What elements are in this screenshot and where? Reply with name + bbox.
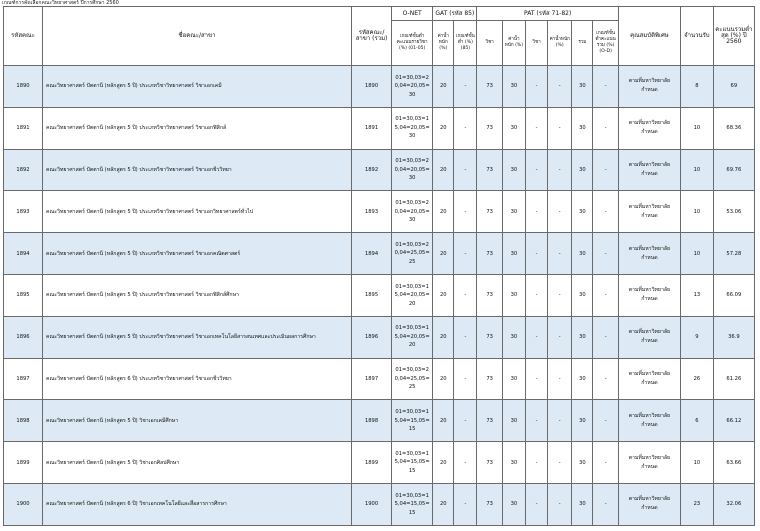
cell-pat-total: 30	[572, 107, 593, 149]
cell-program-name: คณะวิทยาศาสตร์ ปัตตานี (หลักสูตร 5 ปี) ประเภทวิชาวิทยาศาสตร์ วิชาเอกฟิสิกส์	[43, 107, 352, 149]
cell-pat-min: -	[593, 442, 618, 484]
cell-pat-weight-2: -	[548, 316, 572, 358]
cell-code: 1891	[4, 107, 43, 149]
cell-program-name: คณะวิทยาศาสตร์ ปัตตานี (หลักสูตร 5 ปี) ประเภทวิชาวิทยาศาสตร์ วิชาเอกวิทยาศาสตร์ทั่วไป	[43, 191, 352, 233]
cell-pat-subject: 73	[477, 107, 502, 149]
cell-pat-min: -	[593, 400, 618, 442]
cell-program-name: คณะวิทยาศาสตร์ ปัตตานี (หลักสูตร 5 ปี) ประเภทวิชาวิทยาศาสตร์ วิชาเอกคณิตศาสตร์	[43, 233, 352, 275]
cell-combo-code: 1898	[352, 400, 392, 442]
cell-onet	[392, 274, 433, 316]
cell-onet	[392, 442, 433, 484]
header-special: คุณสมบัติพิเศษ	[618, 7, 680, 66]
cell-gat-min: -	[454, 149, 477, 191]
header-pat-min: เกณฑ์ขั้นต่ำคะแนนรวม (%) (O-D)	[593, 21, 618, 66]
cell-gat-weight: 20	[433, 274, 454, 316]
cell-gat-min: -	[454, 66, 477, 108]
table-row	[4, 274, 755, 316]
cell-gat-weight: 20	[433, 107, 454, 149]
table-row	[4, 149, 755, 191]
cell-code: 1894	[4, 233, 43, 275]
cell-pat-subject-2: -	[525, 191, 547, 233]
cell-pat-weight-2: -	[548, 274, 572, 316]
onet-line: 01=30,03=1	[395, 450, 429, 457]
onet-line: 5,04=15,05=	[394, 501, 430, 508]
cell-gat-min: -	[454, 107, 477, 149]
header-gat-min: เกณฑ์ขั้นต่ำ (%) (85)	[454, 21, 477, 66]
cell-special	[618, 274, 680, 316]
header-pat: PAT (รหัส 71-82)	[477, 7, 618, 21]
onet-line: 15	[408, 509, 416, 516]
cell-pat-min: -	[593, 107, 618, 149]
onet-line: 0,04=25,05=	[394, 250, 430, 257]
special-line: กำหนด	[641, 212, 658, 219]
cell-special	[618, 316, 680, 358]
cell-gat-min: -	[454, 400, 477, 442]
cell-pat-total: 30	[572, 358, 593, 400]
special-line: ตามที่มหาวิทยาลัย	[628, 120, 671, 127]
cell-code: 1890	[4, 66, 43, 108]
cell-min-score: 69	[713, 66, 754, 108]
cell-pat-subject-2: -	[525, 107, 547, 149]
header-name: ชื่อคณะ/สาขา	[43, 7, 352, 66]
onet-line: 0,04=20,05=	[394, 83, 430, 90]
cell-pat-subject-2: -	[525, 483, 547, 525]
cell-pat-subject: 73	[477, 191, 502, 233]
special-line: ตามที่มหาวิทยาลัย	[628, 329, 671, 336]
cell-pat-total: 30	[572, 316, 593, 358]
cell-program-name: คณะวิทยาศาสตร์ ปัตตานี (หลักสูตร 5 ปี) ประเภทวิชาวิทยาศาสตร์ วิชาเอกเคมี	[43, 66, 352, 108]
special-line: ตามที่มหาวิทยาลัย	[628, 203, 671, 210]
cell-pat-subject-2: -	[525, 66, 547, 108]
special-line: กำหนด	[641, 254, 658, 261]
cell-min-score: 57.28	[713, 233, 754, 275]
special-line: ตามที่มหาวิทยาลัย	[628, 245, 671, 252]
special-line: ตามที่มหาวิทยาลัย	[628, 161, 671, 168]
cell-combo-code: 1900	[352, 483, 392, 525]
cell-code: 1900	[4, 483, 43, 525]
cell-pat-min: -	[593, 233, 618, 275]
onet-line: 5,04=15,05=	[394, 459, 430, 466]
header-pat-subject-2: วิชา	[525, 21, 547, 66]
cell-pat-total: 30	[572, 483, 593, 525]
onet-line: 5,04=20,05=	[394, 333, 430, 340]
cell-pat-weight: 30	[502, 274, 525, 316]
special-line: ตามที่มหาวิทยาลัย	[628, 78, 671, 85]
cell-gat-min: -	[454, 442, 477, 484]
special-line: กำหนด	[641, 129, 658, 136]
cell-gat-min: -	[454, 191, 477, 233]
cell-gat-weight: 20	[433, 66, 454, 108]
cell-pat-total: 30	[572, 191, 593, 233]
cell-min-score: 32.06	[713, 483, 754, 525]
header-pat-subject: วิชา	[477, 21, 502, 66]
cell-special	[618, 191, 680, 233]
cell-gat-weight: 20	[433, 191, 454, 233]
cell-gat-min: -	[454, 358, 477, 400]
cell-pat-subject-2: -	[525, 274, 547, 316]
cell-combo-code: 1896	[352, 316, 392, 358]
cell-pat-subject: 73	[477, 442, 502, 484]
cell-gat-weight: 20	[433, 358, 454, 400]
onet-line: 25	[408, 384, 416, 391]
onet-line: 30	[408, 217, 416, 224]
cell-min-score: 53.06	[713, 191, 754, 233]
cell-special	[618, 483, 680, 525]
cell-seats: 13	[681, 274, 714, 316]
cell-gat-weight: 20	[433, 149, 454, 191]
cell-min-score: 66.09	[713, 274, 754, 316]
onet-line: 01=30,03=2	[395, 158, 429, 165]
cell-code: 1899	[4, 442, 43, 484]
cell-onet	[392, 149, 433, 191]
cell-seats: 10	[681, 442, 714, 484]
onet-line: 01=30,03=2	[395, 200, 429, 207]
cell-pat-min: -	[593, 274, 618, 316]
cell-pat-weight-2: -	[548, 400, 572, 442]
header-onet-sub: เกณฑ์ขั้นต่ำคะแนนรายวิชา (%) (01-05)	[392, 21, 433, 66]
header-pat-weight: ค่าน้ำหนัก (%)	[502, 21, 525, 66]
cell-pat-total: 30	[572, 149, 593, 191]
cell-onet	[392, 358, 433, 400]
cell-pat-weight: 30	[502, 66, 525, 108]
onet-line: 01=30,03=2	[395, 241, 429, 248]
onet-line: 01=30,03=2	[395, 367, 429, 374]
cell-seats: 6	[681, 400, 714, 442]
cell-code: 1893	[4, 191, 43, 233]
table-row	[4, 191, 755, 233]
cell-pat-subject-2: -	[525, 149, 547, 191]
special-line: กำหนด	[641, 296, 658, 303]
cell-combo-code: 1897	[352, 358, 392, 400]
cell-code: 1896	[4, 316, 43, 358]
table-body	[4, 66, 755, 526]
table-row	[4, 66, 755, 108]
special-line: กำหนด	[641, 505, 658, 512]
admission-table	[3, 6, 755, 526]
onet-line: 20	[408, 300, 416, 307]
cell-seats: 10	[681, 191, 714, 233]
cell-pat-subject-2: -	[525, 442, 547, 484]
header-code: รหัสคณะ	[4, 7, 43, 66]
header-combo-code: รหัสคณะ/สาขา (รวม)	[352, 7, 392, 66]
cell-pat-subject-2: -	[525, 358, 547, 400]
cell-onet	[392, 316, 433, 358]
cell-gat-weight: 20	[433, 233, 454, 275]
cell-min-score: 66.12	[713, 400, 754, 442]
header-pat-total: รวม	[572, 21, 593, 66]
cell-program-name: คณะวิทยาศาสตร์ ปัตตานี (หลักสูตร 5 ปี) ประเภทวิชาวิทยาศาสตร์ วิชาเอกชีววิทยา	[43, 149, 352, 191]
onet-line: 01=30,03=1	[395, 325, 429, 332]
cell-pat-total: 30	[572, 274, 593, 316]
table-row	[4, 107, 755, 149]
cell-gat-min: -	[454, 316, 477, 358]
table-caption: เกณฑ์การคัดเลือกคณะวิทยาศาสตร์ ปีการศึกษา 2560	[2, 0, 119, 6]
cell-program-name: คณะวิทยาศาสตร์ ปัตตานี (หลักสูตร 5 ปี) วิชาเอกศิลปศึกษา	[43, 442, 352, 484]
cell-min-score: 68.36	[713, 107, 754, 149]
cell-seats: 8	[681, 66, 714, 108]
cell-gat-min: -	[454, 233, 477, 275]
cell-pat-weight-2: -	[548, 483, 572, 525]
special-line: กำหนด	[641, 379, 658, 386]
cell-pat-subject-2: -	[525, 400, 547, 442]
cell-pat-total: 30	[572, 442, 593, 484]
cell-pat-subject: 73	[477, 149, 502, 191]
cell-program-name: คณะวิทยาศาสตร์ ปัตตานี (หลักสูตร 6 ปี) วิชาเอกเทคโนโลยีและสื่อสารการศึกษา	[43, 483, 352, 525]
onet-line: 5,04=20,05=	[394, 124, 430, 131]
cell-pat-weight: 30	[502, 191, 525, 233]
onet-line: 5,04=15,05=	[394, 417, 430, 424]
cell-combo-code: 1891	[352, 107, 392, 149]
table-row	[4, 483, 755, 525]
onet-line: 01=30,03=2	[395, 74, 429, 81]
onet-line: 01=30,03=1	[395, 283, 429, 290]
table-row	[4, 316, 755, 358]
cell-onet	[392, 483, 433, 525]
cell-pat-weight-2: -	[548, 66, 572, 108]
cell-pat-subject: 73	[477, 483, 502, 525]
cell-pat-weight: 30	[502, 316, 525, 358]
onet-line: 25	[408, 258, 416, 265]
onet-line: 15	[408, 467, 416, 474]
special-line: ตามที่มหาวิทยาลัย	[628, 412, 671, 419]
special-line: ตามที่มหาวิทยาลัย	[628, 370, 671, 377]
cell-seats: 10	[681, 107, 714, 149]
cell-pat-subject: 73	[477, 233, 502, 275]
cell-onet	[392, 400, 433, 442]
cell-special	[618, 442, 680, 484]
cell-pat-weight-2: -	[548, 442, 572, 484]
cell-program-name: คณะวิทยาศาสตร์ ปัตตานี (หลักสูตร 5 ปี) ประเภทวิชาวิทยาศาสตร์ วิชาเอกเทคโนโลยีสารสนเทศและประเมินผลการศึกษา	[43, 316, 352, 358]
special-line: ตามที่มหาวิทยาลัย	[628, 287, 671, 294]
cell-onet	[392, 66, 433, 108]
cell-code: 1897	[4, 358, 43, 400]
header-gat: GAT (รหัส 85)	[433, 7, 477, 21]
cell-code: 1892	[4, 149, 43, 191]
cell-pat-subject-2: -	[525, 233, 547, 275]
cell-combo-code: 1893	[352, 191, 392, 233]
special-line: กำหนด	[641, 463, 658, 470]
cell-seats: 10	[681, 149, 714, 191]
header-seats: จำนวนรับ	[681, 7, 714, 66]
header-min-score: คะแนนรวมต่ำสุด (%) ปี 2560	[713, 7, 754, 66]
cell-combo-code: 1895	[352, 274, 392, 316]
cell-code: 1895	[4, 274, 43, 316]
cell-seats: 26	[681, 358, 714, 400]
table-row	[4, 400, 755, 442]
cell-min-score: 36.9	[713, 316, 754, 358]
onet-line: 01=30,03=1	[395, 409, 429, 416]
cell-onet	[392, 191, 433, 233]
cell-min-score: 61.26	[713, 358, 754, 400]
cell-gat-weight: 20	[433, 316, 454, 358]
cell-combo-code: 1894	[352, 233, 392, 275]
cell-pat-subject: 73	[477, 274, 502, 316]
cell-program-name: คณะวิทยาศาสตร์ ปัตตานี (หลักสูตร 5 ปี) ประเภทวิชาวิทยาศาสตร์ วิชาเอกฟิสิกส์ศึกษา	[43, 274, 352, 316]
onet-line: 5,04=20,05=	[394, 292, 430, 299]
special-line: กำหนด	[641, 170, 658, 177]
cell-pat-weight: 30	[502, 107, 525, 149]
cell-special	[618, 66, 680, 108]
special-line: กำหนด	[641, 421, 658, 428]
cell-seats: 23	[681, 483, 714, 525]
cell-pat-total: 30	[572, 233, 593, 275]
cell-pat-weight-2: -	[548, 191, 572, 233]
cell-special	[618, 358, 680, 400]
header-pat-weight-2: ค่าน้ำหนัก (%)	[548, 21, 572, 66]
cell-combo-code: 1892	[352, 149, 392, 191]
onet-line: 20	[408, 342, 416, 349]
cell-code: 1898	[4, 400, 43, 442]
special-line: ตามที่มหาวิทยาลัย	[628, 454, 671, 461]
onet-line: 0,04=20,05=	[394, 166, 430, 173]
special-line: กำหนด	[641, 87, 658, 94]
cell-pat-subject-2: -	[525, 316, 547, 358]
cell-pat-weight-2: -	[548, 233, 572, 275]
cell-pat-min: -	[593, 191, 618, 233]
cell-combo-code: 1899	[352, 442, 392, 484]
cell-gat-weight: 20	[433, 442, 454, 484]
cell-program-name: คณะวิทยาศาสตร์ ปัตตานี (หลักสูตร 6 ปี) ประเภทวิชาวิทยาศาสตร์ วิชาเอกชีววิทยา	[43, 358, 352, 400]
cell-onet	[392, 233, 433, 275]
cell-pat-min: -	[593, 316, 618, 358]
cell-special	[618, 400, 680, 442]
onet-line: 01=30,03=1	[395, 492, 429, 499]
onet-line: 30	[408, 91, 416, 98]
cell-pat-weight: 30	[502, 233, 525, 275]
cell-pat-weight: 30	[502, 483, 525, 525]
cell-pat-min: -	[593, 358, 618, 400]
onet-line: 15	[408, 426, 416, 433]
cell-seats: 10	[681, 233, 714, 275]
onet-line: 01=30,03=1	[395, 116, 429, 123]
cell-gat-weight: 20	[433, 400, 454, 442]
onet-line: 30	[408, 133, 416, 140]
special-line: ตามที่มหาวิทยาลัย	[628, 496, 671, 503]
cell-pat-weight-2: -	[548, 107, 572, 149]
cell-special	[618, 233, 680, 275]
cell-pat-subject: 73	[477, 400, 502, 442]
cell-pat-subject: 73	[477, 66, 502, 108]
cell-pat-weight: 30	[502, 358, 525, 400]
cell-combo-code: 1890	[352, 66, 392, 108]
cell-special	[618, 149, 680, 191]
cell-pat-min: -	[593, 483, 618, 525]
cell-pat-min: -	[593, 149, 618, 191]
header-onet: O-NET	[392, 7, 433, 21]
cell-special	[618, 107, 680, 149]
cell-min-score: 63.66	[713, 442, 754, 484]
cell-pat-total: 30	[572, 66, 593, 108]
cell-pat-min: -	[593, 66, 618, 108]
onet-line: 0,04=25,05=	[394, 375, 430, 382]
cell-pat-weight: 30	[502, 149, 525, 191]
cell-pat-weight-2: -	[548, 149, 572, 191]
cell-seats: 9	[681, 316, 714, 358]
cell-pat-weight: 30	[502, 442, 525, 484]
cell-pat-subject: 73	[477, 316, 502, 358]
onet-line: 30	[408, 175, 416, 182]
table-row	[4, 442, 755, 484]
cell-pat-weight: 30	[502, 400, 525, 442]
cell-pat-total: 30	[572, 400, 593, 442]
cell-pat-subject: 73	[477, 358, 502, 400]
cell-onet	[392, 107, 433, 149]
table-row	[4, 233, 755, 275]
cell-min-score: 69.76	[713, 149, 754, 191]
cell-gat-min: -	[454, 274, 477, 316]
cell-gat-weight: 20	[433, 483, 454, 525]
header-gat-weight: ค่าน้ำหนัก (%)	[433, 21, 454, 66]
cell-gat-min: -	[454, 483, 477, 525]
special-line: กำหนด	[641, 338, 658, 345]
cell-pat-weight-2: -	[548, 358, 572, 400]
table-row	[4, 358, 755, 400]
cell-program-name: คณะวิทยาศาสตร์ ปัตตานี (หลักสูตร 5 ปี) วิชาเอกเคมีศึกษา	[43, 400, 352, 442]
onet-line: 0,04=20,05=	[394, 208, 430, 215]
